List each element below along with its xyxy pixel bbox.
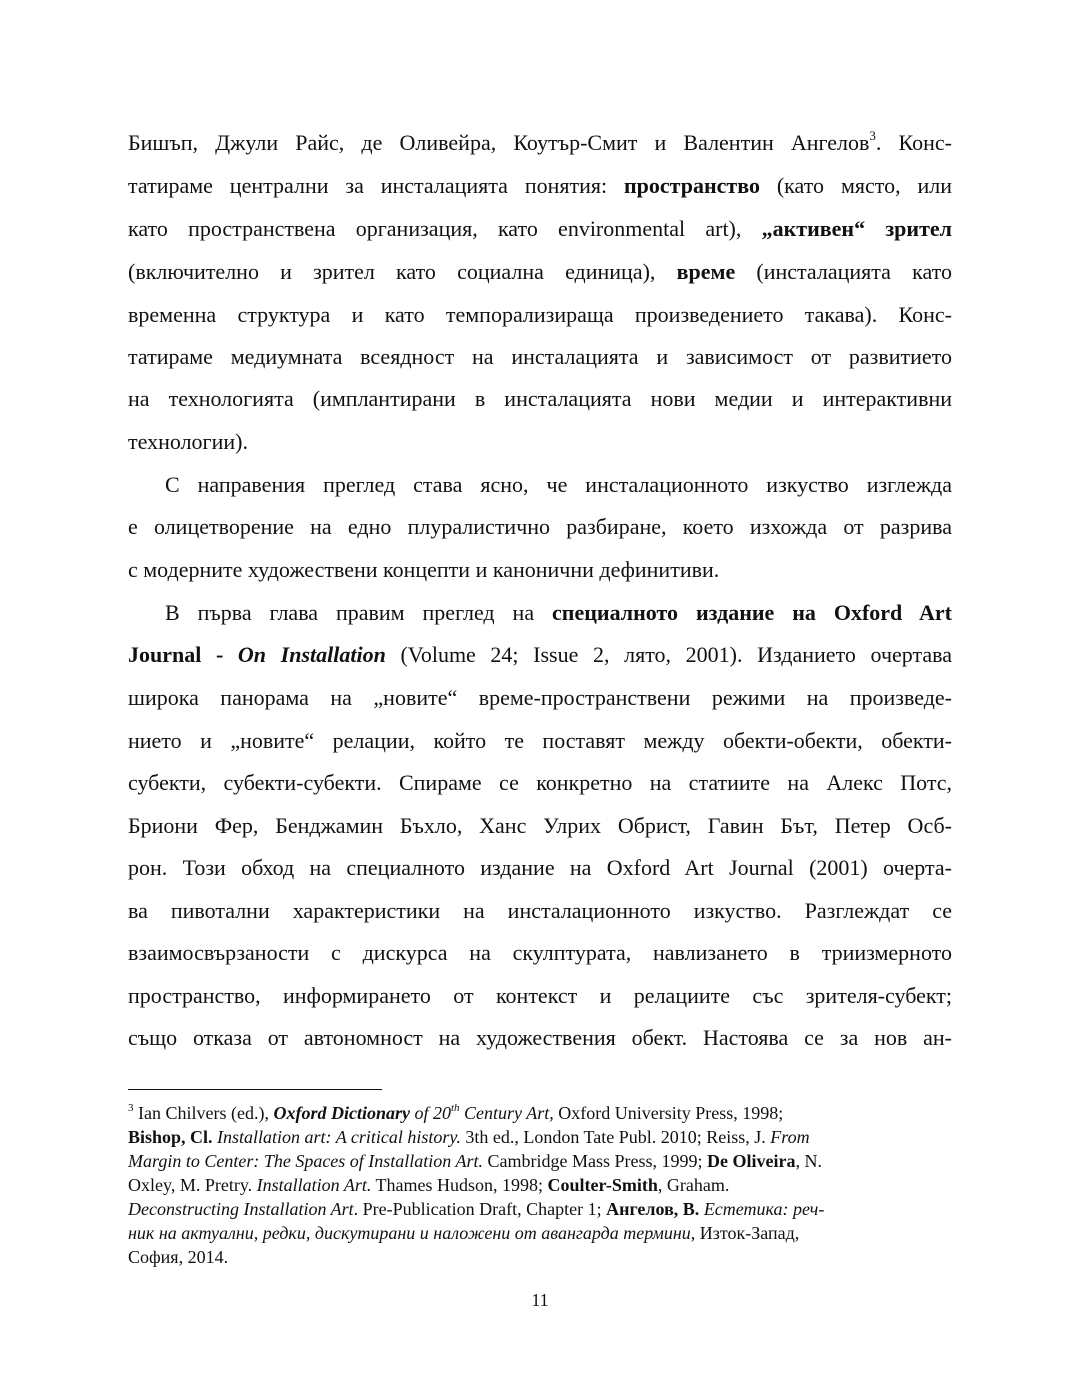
footnote-line-4: Oxley, M. Pretry. Installation Art. Thames Hudson, 1998; Coulter-Smith, Graham.: [128, 1175, 730, 1195]
body-line-18: рон. Този обход на специалното издание на Oxford Art Journal (2001) очерта-: [128, 855, 952, 880]
footnote-separator: [128, 1089, 382, 1090]
footnote-line-5: Deconstructing Installation Art. Pre-Publication Draft, Chapter 1; Ангелов, В. Естетика: реч-: [128, 1199, 825, 1219]
body-line-12: В първа глава правим преглед на специалното издание на Oxford Art: [165, 600, 952, 625]
footnote-line-7: София, 2014.: [128, 1247, 229, 1267]
body-line-16: субекти, субекти-субекти. Спираме се конкретно на статиите на Алекс Потс,: [128, 770, 952, 795]
body-line-7: на технологията (имплантирани в инсталацията нови медии и интерактивни: [128, 386, 952, 411]
body-line-2: татираме централни за инсталацията понятия: пространство (като място, или: [128, 173, 952, 198]
footnote-ref: 3: [869, 127, 876, 143]
footnote-line-6: ник на актуални, редки, дискутирани и наложени от авангарда термини, Изток-Запад,: [128, 1223, 800, 1243]
body-line-17: Бриони Фер, Бенджамин Бъхло, Ханс Улрих Обрист, Гавин Бът, Петер Осб-: [128, 813, 952, 838]
body-line-22: също отказа от автономност на художествения обект. Настоява се за нов ан-: [128, 1025, 952, 1050]
body-line-13: Journal - On Installation (Volume 24; Issue 2, лято, 2001). Изданието очертава: [128, 642, 952, 667]
body-line-19: ва пивотални характеристики на инсталационното изкуство. Разглеждат се: [128, 898, 952, 923]
body-line-6: татираме медиумната всеядност на инсталацията и зависимост от развитието: [128, 344, 952, 369]
body-line-8: технологии).: [128, 429, 248, 454]
page-number: 11: [531, 1290, 549, 1310]
footnote-line-3: Margin to Center: The Spaces of Installation Art. Cambridge Mass Press, 1999; De Oliveira, N.: [128, 1151, 822, 1171]
body-line-11: с модерните художествени концепти и канонични дефинитиви.: [128, 557, 720, 582]
body-line-9: С направения преглед става ясно, че инсталационното изкуство изглежда: [165, 472, 952, 497]
body-line-10: е олицетворение на едно плуралистично разбиране, което изхожда от разрива: [128, 514, 952, 539]
body-line-3: като пространствена организация, като environmental art), „активен“ зрител: [128, 216, 952, 241]
body-line-14: широка панорама на „новите“ време-пространствени режими на произведе-: [128, 685, 952, 710]
body-line-20: взаимосвързаности с дискурса на скулптурата, навлизането в триизмерното: [128, 940, 952, 965]
body-line-4: (включително и зрител като социална единица), време (инсталацията като: [128, 259, 952, 284]
body-line-21: пространство, информирането от контекст и релациите със зрителя-субект;: [128, 983, 952, 1008]
body-line-15: нието и „новите“ релации, който те поставят между обекти-обекти, обекти-: [128, 728, 952, 753]
footnote-line-1: $^3$ Ian Chilvers (ed.), Oxford Dictionary of 20th Century Art, Oxford University Press, 1998;: [128, 1102, 784, 1123]
footnote-line-2: Bishop, Cl. Installation art: A critical history. 3th ed., London Tate Publ. 2010; Reiss, J. From: [128, 1127, 810, 1147]
body-line-5: временна структура и като темпорализираща произведението такава). Конс-: [128, 302, 952, 327]
body-line-1: Бишъп, Джули Райс, де Оливейра, Коутър-Смит и Валентин Ангелов$^3$. Конс-: [128, 127, 952, 155]
